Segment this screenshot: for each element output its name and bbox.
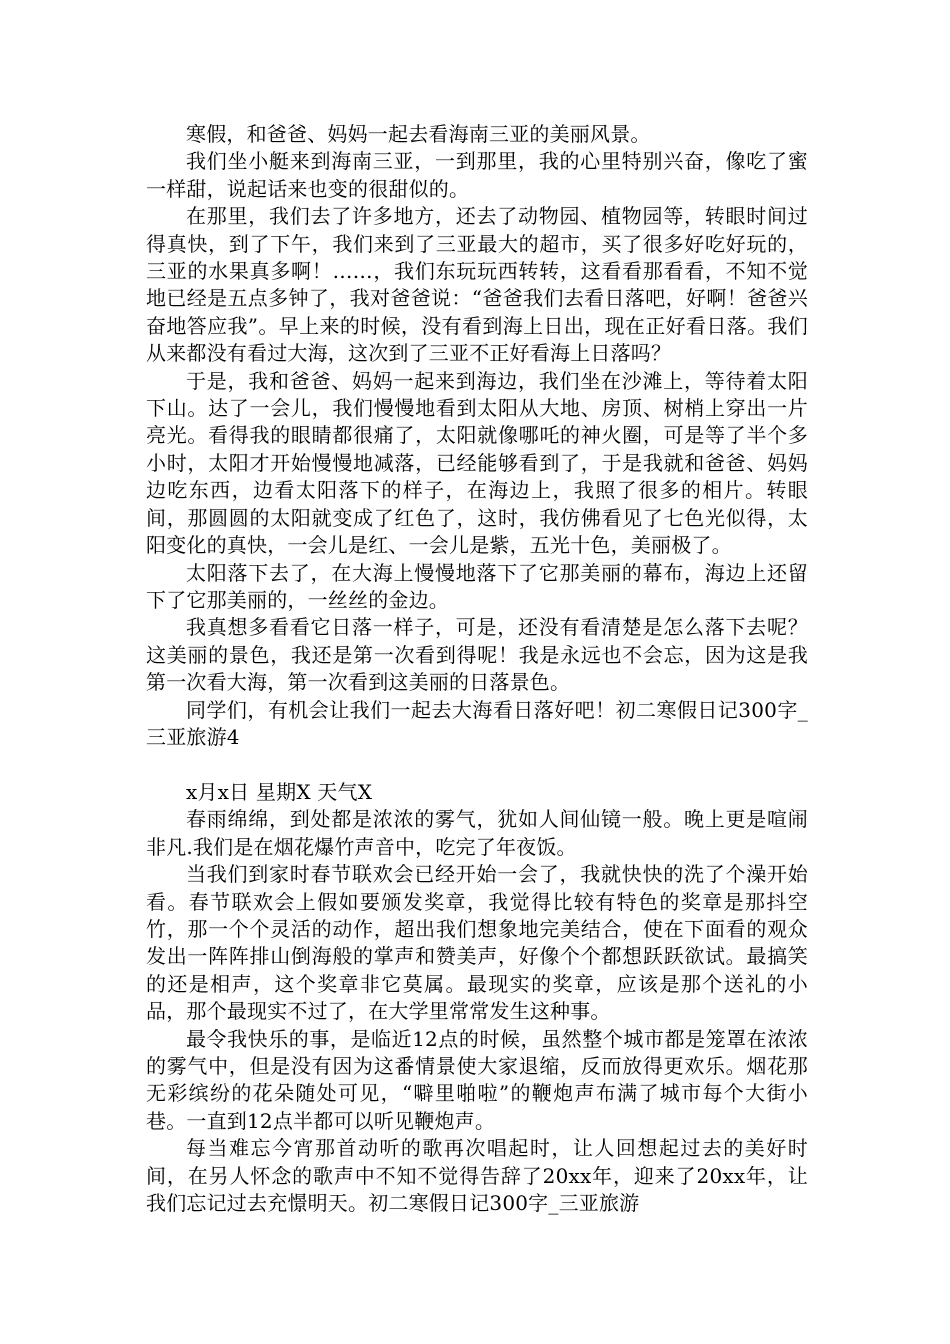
paragraph: 我真想多看看它日落一样子，可是，还没有看清楚是怎么落下去呢？这美丽的景色，我还是第一次看到得呢！我是永远也不会忘，因为这是我第一次看大海，第一次看到这美丽的日落景色。 bbox=[146, 615, 808, 695]
diary-entry-new-year bbox=[146, 779, 808, 1218]
paragraph: 春雨绵绵，到处都是浓浓的雾气，犹如人间仙镜一般。晚上更是喧闹非凡.我们是在烟花爆竹声音中，吃完了年夜饭。 bbox=[146, 807, 808, 859]
paragraph: 同学们，有机会让我们一起去大海看日落好吧！初二寒假日记300字_三亚旅游4 bbox=[146, 697, 808, 749]
date-weather-line: x月x日 星期X 天气X bbox=[186, 780, 373, 804]
diary-entry-sanya bbox=[146, 121, 808, 751]
paragraph: 太阳落下去了，在大海上慢慢地落下了它那美丽的幕布，海边上还留下了它那美丽的，一丝丝的金边。 bbox=[146, 560, 808, 612]
paragraph: 寒假，和爸爸、妈妈一起去看海南三亚的美丽风景。 bbox=[186, 122, 651, 146]
paragraph: 在那里，我们去了许多地方，还去了动物园、植物园等，转眼时间过得真快，到了下午，我们来到了三亚最大的超市，买了很多好吃好玩的，三亚的水果真多啊！……，我们东玩玩西转转，这看看那看看，不知不觉地已经是五点多钟了，我对爸爸说：“爸爸我们去看日落吧，好啊！爸爸兴奋地答应我”。早上来的时候，没有看到海上日出，现在正好看日落。我们从来都没有看过大海，这次到了三亚不正好看海上日落吗？ bbox=[146, 204, 808, 366]
paragraph: 于是，我和爸爸、妈妈一起来到海边，我们坐在沙滩上，等待着太阳下山。达了一会儿，我们慢慢地看到太阳从大地、房顶、树梢上穿出一片亮光。看得我的眼睛都很痛了，太阳就像哪吒的神火圈，可是等了半个多小时，太阳才开始慢慢地减落，已经能够看到了，于是我就和爸爸、妈妈边吃东西，边看太阳落下的样子，在海边上，我照了很多的相片。转眼间，那圆圆的太阳就变成了红色了，这时，我仿佛看见了七色光似得，太阳变化的真快，一会儿是红、一会儿是紫，五光十色，美丽极了。 bbox=[146, 368, 808, 558]
paragraph: 当我们到家时春节联欢会已经开始一会了，我就快快的洗了个澡开始看。春节联欢会上假如要颁发奖章，我觉得比较有特色的奖章是那抖空竹，那一个个灵活的动作，超出我们想象地完美结合，使在下面看的观众发出一阵阵排山倒海般的掌声和赞美声，好像个个都想跃跃欲试。最搞笑的还是相声，这个奖章非它莫属。最现实的奖章，应该是那个送礼的小品，那个最现实不过了，在大学里常常发生这种事。 bbox=[146, 862, 808, 1024]
paragraph: 我们坐小艇来到海南三亚，一到那里，我的心里特别兴奋，像吃了蜜一样甜，说起话来也变的很甜似的。 bbox=[146, 149, 808, 201]
paragraph: 每当难忘今宵那首动听的歌再次唱起时，让人回想起过去的美好时间，在另人怀念的歌声中不知不觉得告辞了20xx年，迎来了20xx年，让我们忘记过去充憬明天。初二寒假日记300字_三亚旅游 bbox=[146, 1136, 808, 1216]
paragraph: 最令我快乐的事，是临近12点的时候，虽然整个城市都是笼罩在浓浓的雾气中，但是没有因为这番情景使大家退缩，反而放得更欢乐。烟花那无彩缤纷的花朵随处可见，“噼里啪啦”的鞭炮声布满了城市每个大街小巷。一直到12点半都可以听见鞭炮声。 bbox=[146, 1026, 808, 1133]
